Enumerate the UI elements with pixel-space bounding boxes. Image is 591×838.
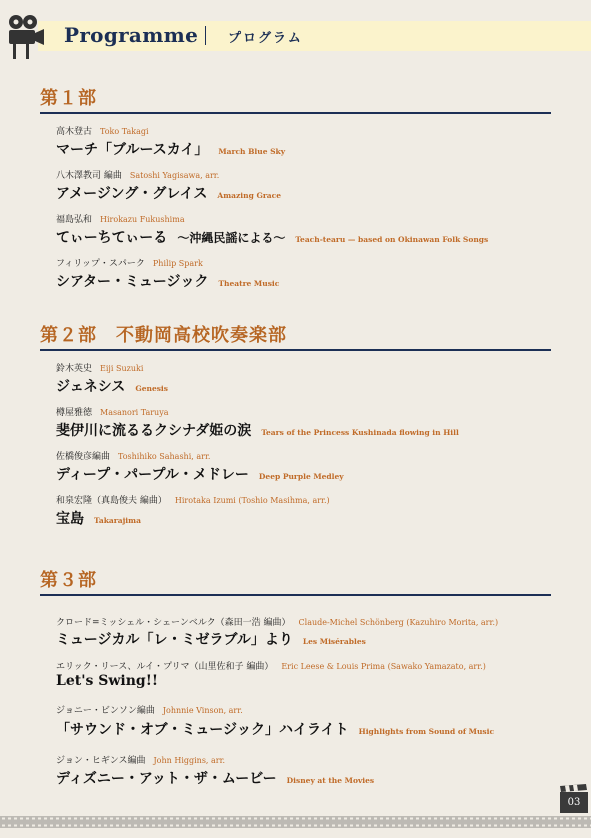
section-divider: [40, 349, 551, 351]
film-strip-decoration: [0, 816, 591, 828]
section-divider: [40, 112, 551, 114]
piece-title: 斐伊川に流るるクシナダ姫の涙 Tears of the Princess Kushinada flowing in Hill: [56, 423, 459, 439]
piece-title: Let's Swing!!: [56, 673, 158, 689]
composer-line: ジョニー・ビンソン編曲 Johnnie Vinson, arr.: [56, 706, 243, 716]
composer-line: フィリップ・スパーク Philip Spark: [56, 259, 203, 269]
section-title: 第２部 不動岡高校吹奏楽部: [40, 325, 287, 346]
composer-line: 和泉宏隆（真島俊夫 編曲） Hirotaka Izumi (Toshio Masihma, arr.): [56, 496, 330, 506]
composer-line: クロード=ミッシェル・シェーンベルク（森田一浩 編曲） Claude-Michel Schönberg (Kazuhiro Morita, arr.): [56, 618, 499, 628]
composer-line: 佐橋俊彦編曲 Toshihiko Sahashi, arr.: [56, 452, 211, 462]
section-title: 第１部: [40, 88, 97, 109]
piece-title: シアター・ミュージック Theatre Music: [56, 274, 280, 290]
piece-title: ディズニー・アット・ザ・ムービー Disney at the Movies: [56, 771, 375, 787]
composer-line: 樽屋雅徳 Masanori Taruya: [56, 408, 169, 418]
composer-line: 高木登古 Toko Takagi: [56, 127, 149, 137]
header-divider: [205, 26, 206, 45]
film-projector-icon: [6, 13, 46, 61]
composer-line: 鈴木英史 Eiji Suzuki: [56, 364, 144, 374]
composer-line: 八木澤教司 編曲 Satoshi Yagisawa, arr.: [56, 171, 220, 181]
composer-line: ジョン・ヒギンス編曲 John Higgins, arr.: [56, 756, 226, 766]
piece-title: アメージング・グレイス Amazing Grace: [56, 186, 282, 202]
piece-title: ディープ・パープル・メドレー Deep Purple Medley: [56, 467, 344, 483]
page-title: Programme: [64, 23, 199, 47]
page-number: 03: [567, 797, 581, 808]
piece-title: ジェネシス Genesis: [56, 379, 169, 395]
section-divider: [40, 594, 551, 596]
page-subtitle: プログラム: [228, 31, 303, 46]
piece-title: 「サウンド・オブ・ミュージック」ハイライト Highlights from Sound of Music: [56, 722, 495, 738]
section-title: 第３部: [40, 570, 97, 591]
composer-line: 福島弘和 Hirokazu Fukushima: [56, 215, 185, 225]
piece-title: ミュージカル「レ・ミゼラブル」より Les Misérables: [56, 632, 366, 648]
piece-title: てぃーちてぃーる 〜沖縄民謡による〜 Teach-tearu — based on Okinawan Folk Songs: [56, 230, 489, 246]
piece-title: 宝島 Takarajima: [56, 511, 141, 527]
composer-line: エリック・リース、ルイ・プリマ（山里佐和子 編曲） Eric Leese & Louis Prima (Sawako Yamazato, arr.): [56, 662, 486, 672]
piece-title: マーチ「ブルースカイ」 March Blue Sky: [56, 142, 286, 158]
